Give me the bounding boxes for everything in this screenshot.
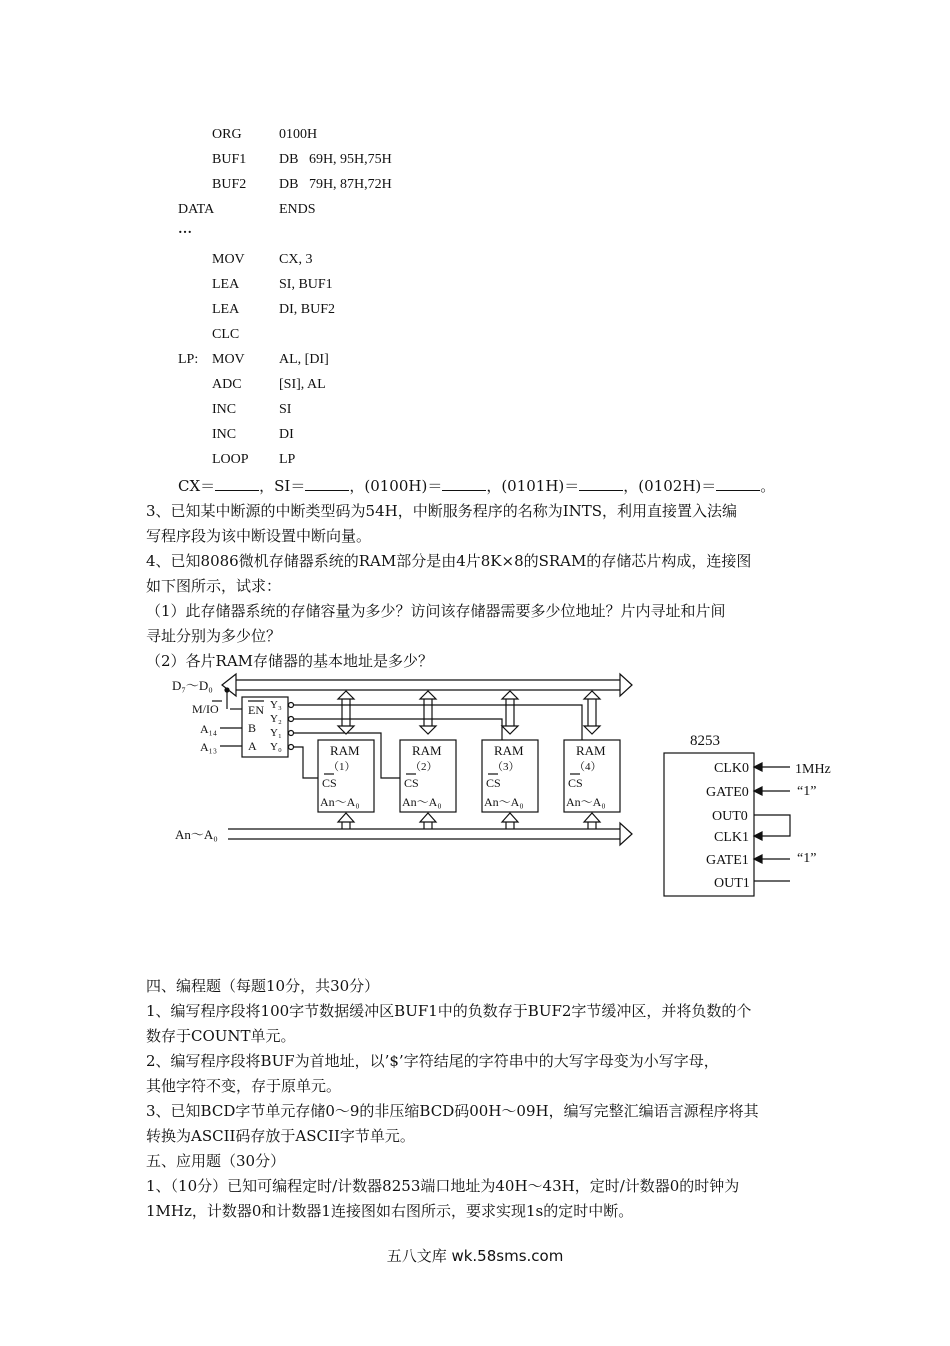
question-text: 2、编写程序段将BUF为首地址，以’$’字符结尾的字符串中的大写字母变为小写字母， bbox=[146, 1052, 719, 1070]
ram-title: RAM bbox=[576, 743, 606, 758]
ram-addr: An～A₀ bbox=[484, 795, 524, 809]
question-text: 1、（10分）已知可编程定时/计数器8253端口地址为40H～43H，定时/计数器0的时钟为 bbox=[146, 1177, 740, 1195]
code-op: BUF1 bbox=[212, 152, 247, 167]
timer-pin-gate1: GATE1 bbox=[706, 853, 749, 868]
page-footer: 五八文库 wk.58sms.com bbox=[386, 1247, 564, 1265]
data-connections bbox=[338, 691, 600, 734]
code-arg: ENDS bbox=[279, 202, 316, 217]
question-text: 转换为ASCII码存放于ASCII字节单元。 bbox=[146, 1127, 415, 1145]
mio-label: M/IO bbox=[192, 702, 219, 716]
ram-addr: An～A₀ bbox=[566, 795, 606, 809]
question-text: 如下图所示，试求： bbox=[146, 577, 282, 595]
ram-cs: CS bbox=[486, 776, 501, 790]
code-op: LEA bbox=[212, 302, 240, 317]
ram-cs: CS bbox=[568, 776, 583, 790]
ram-index: （1） bbox=[328, 761, 356, 773]
code-op: LOOP bbox=[212, 452, 249, 467]
code-label: DATA bbox=[178, 202, 215, 217]
decoder-en-label: EN bbox=[248, 703, 264, 717]
code-op: MOV bbox=[212, 352, 245, 367]
address-bus-label: An～A₀ bbox=[175, 827, 218, 842]
code-op: BUF2 bbox=[212, 177, 247, 192]
timer-pin-clk0: CLK0 bbox=[714, 761, 749, 776]
code-arg: LP bbox=[279, 452, 296, 467]
section-heading: 五、应用题（30分） bbox=[146, 1152, 286, 1170]
code-arg: AL, [DI] bbox=[279, 352, 329, 367]
code-op: ADC bbox=[212, 377, 242, 392]
code-arg: SI bbox=[279, 402, 292, 417]
code-op: CLC bbox=[212, 327, 240, 342]
timer-gate1-input: “1” bbox=[797, 851, 817, 866]
question-text: 3、已知某中断源的中断类型码为54H，中断服务程序的名称为INTS，利用直接置入法编 bbox=[146, 502, 738, 520]
ram-index: （3） bbox=[492, 761, 520, 773]
timer-pin-gate0: GATE0 bbox=[706, 785, 749, 800]
answer-text: 。 bbox=[760, 477, 776, 495]
question-text: （2）各片RAM存储器的基本地址是多少？ bbox=[146, 652, 434, 670]
question-text: 其他字符不变，存于原单元。 bbox=[146, 1077, 342, 1095]
code-arg: DB 69H, 95H,75H bbox=[279, 152, 392, 167]
code-arg: 0100H bbox=[279, 127, 318, 142]
section-heading: 四、编程题（每题10分，共30分） bbox=[146, 977, 380, 995]
timer-pin-out0: OUT0 bbox=[712, 809, 748, 824]
code-op: INC bbox=[212, 402, 237, 417]
decoder-y1-label: Y₁ bbox=[270, 727, 282, 739]
ram-cs: CS bbox=[404, 776, 419, 790]
code-arg: CX, 3 bbox=[279, 252, 313, 267]
question-text: 寻址分别为多少位？ bbox=[146, 627, 282, 645]
question-text: 数存于COUNT单元。 bbox=[146, 1027, 296, 1045]
question-text: 写程序段为该中断设置中断向量。 bbox=[146, 527, 372, 545]
timer-pin-out1: OUT1 bbox=[714, 876, 750, 891]
code-op: MOV bbox=[212, 252, 245, 267]
answer-text: ，(0102H)＝ bbox=[623, 477, 717, 495]
timer-clk-input: 1MHz bbox=[795, 762, 831, 777]
question-text: 1、编写程序段将100字节数据缓冲区BUF1中的负数存于BUF2字节缓冲区，并将负数的个 bbox=[146, 1002, 752, 1020]
decoder-y3-label: Y₃ bbox=[270, 699, 282, 711]
ram-index: （2） bbox=[410, 761, 438, 773]
a13-label: A₁₃ bbox=[200, 740, 218, 754]
code-arg: DI bbox=[279, 427, 294, 442]
address-bus bbox=[228, 813, 632, 845]
question-text: 1MHz，计数器0和计数器1连接图如右图所示，要求实现1s的定时中断。 bbox=[146, 1202, 634, 1220]
ram-title: RAM bbox=[330, 743, 360, 758]
timer-pin-clk1: CLK1 bbox=[714, 830, 749, 845]
code-arg: DB 79H, 87H,72H bbox=[279, 177, 392, 192]
answer-text: ，(0101H)＝ bbox=[486, 477, 580, 495]
decoder-y0-label: Y₀ bbox=[270, 741, 282, 753]
question-text: 3、已知BCD字节单元存储0～9的非压缩BCD码00H～09H，编写完整汇编语言源程序将其 bbox=[146, 1102, 759, 1120]
answer-text: ，(0100H)＝ bbox=[349, 477, 443, 495]
question-text: （1）此存储器系统的存储容量为多少？访问该存储器需要多少位地址？片内寻址和片间 bbox=[146, 602, 726, 620]
ram-title: RAM bbox=[494, 743, 524, 758]
code-arg: DI, BUF2 bbox=[279, 302, 336, 317]
code-ellipsis: … bbox=[178, 222, 192, 237]
code-arg: SI, BUF1 bbox=[279, 277, 333, 292]
decoder-a-label: A bbox=[248, 739, 257, 753]
timer-gate0-input: “1” bbox=[797, 784, 817, 799]
ram-addr: An～A₀ bbox=[320, 795, 360, 809]
code-arg: [SI], AL bbox=[279, 377, 326, 392]
timer-title: 8253 bbox=[690, 733, 720, 749]
code-op: INC bbox=[212, 427, 237, 442]
ram-index: （4） bbox=[574, 761, 602, 773]
a14-label: A₁₄ bbox=[200, 722, 218, 736]
decoder-y2-label: Y₂ bbox=[270, 713, 282, 725]
question-text: 4、已知8086微机存储器系统的RAM部分是由4片8K×8的SRAM的存储芯片构成，连接图 bbox=[146, 552, 752, 570]
answer-text: ，SI＝ bbox=[259, 477, 306, 495]
code-op: LEA bbox=[212, 277, 240, 292]
ram-cs: CS bbox=[322, 776, 337, 790]
ram-title: RAM bbox=[412, 743, 442, 758]
decoder-b-label: B bbox=[248, 721, 257, 735]
answer-text: CX＝ bbox=[178, 477, 216, 495]
code-op: ORG bbox=[212, 127, 242, 142]
data-bus-label: D₇～D₀ bbox=[172, 678, 213, 693]
code-label: LP: bbox=[178, 352, 199, 367]
ram-addr: An～A₀ bbox=[402, 795, 442, 809]
